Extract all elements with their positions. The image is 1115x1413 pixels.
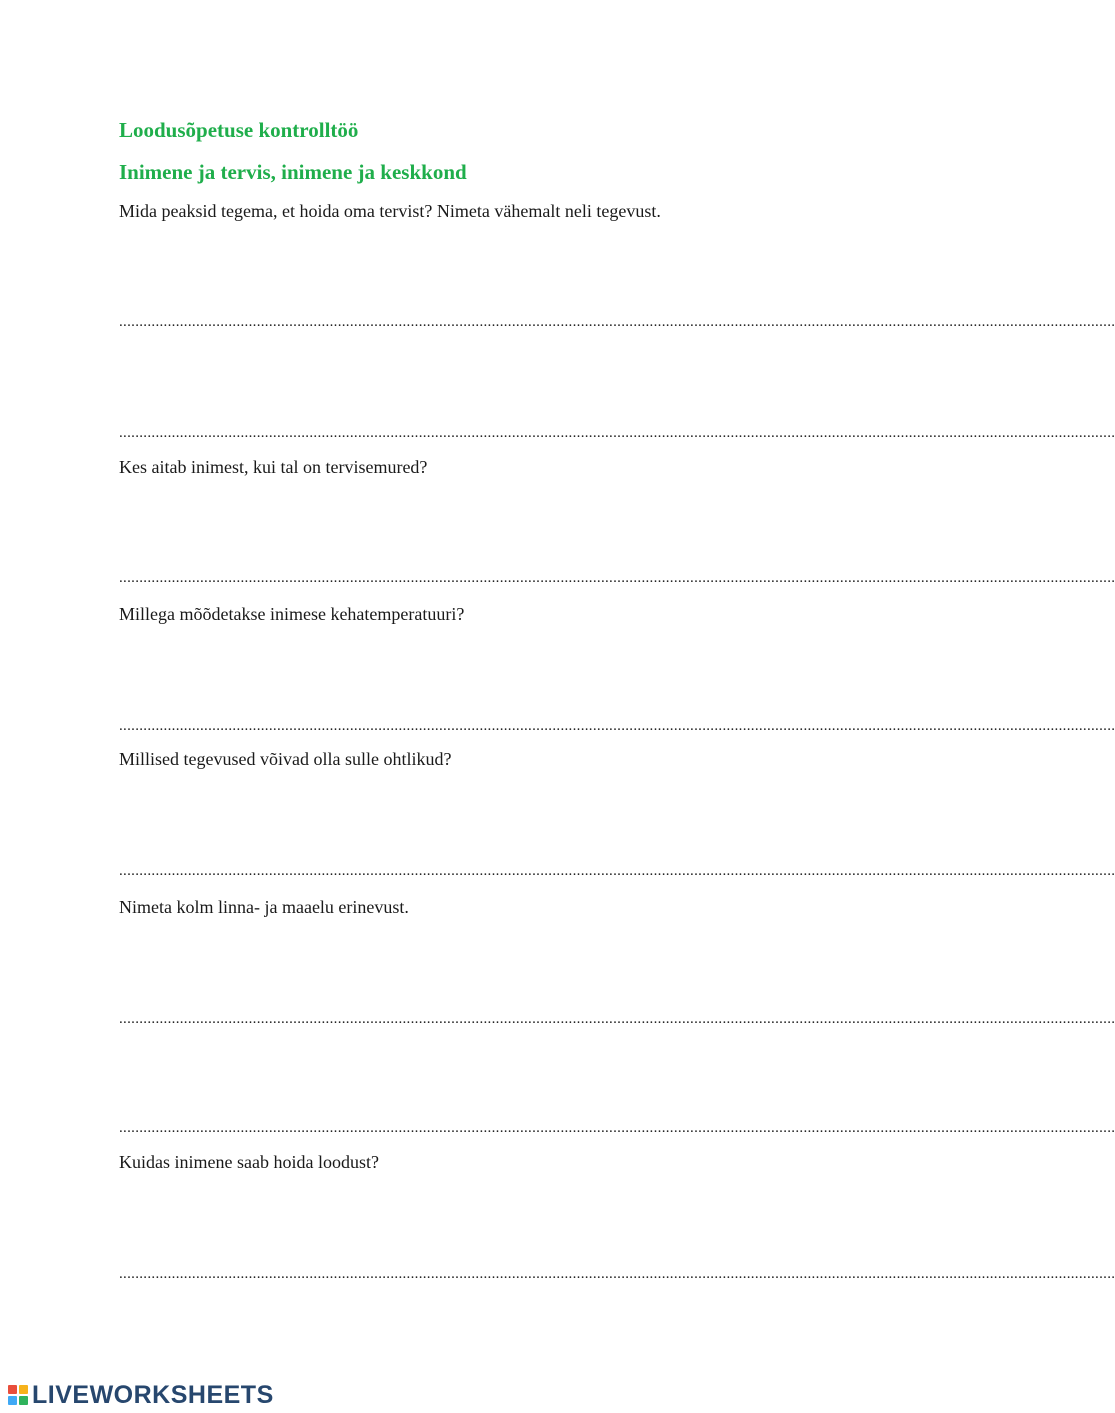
worksheet-subtitle: Inimene ja tervis, inimene ja keskkond <box>119 160 467 184</box>
logo-square-blue <box>8 1396 17 1405</box>
answer-line-3[interactable]: ...................................................................................................................................................................................................................................................... <box>119 718 1115 734</box>
answer-line-4[interactable]: ...................................................................................................................................................................................................................................................... <box>119 863 1115 879</box>
logo-square-green <box>19 1396 28 1405</box>
answer-line-5a[interactable]: ...................................................................................................................................................................................................................................................... <box>119 1011 1115 1027</box>
brand-footer[interactable] <box>8 1380 274 1410</box>
question-1: Mida peaksid tegema, et hoida oma tervist? Nimeta vähemalt neli tegevust. <box>119 201 661 221</box>
question-4: Millised tegevused võivad olla sulle ohtlikud? <box>119 749 452 769</box>
brand-name: LIVEWORKSHEETS <box>32 1380 274 1409</box>
answer-line-5b[interactable]: ...................................................................................................................................................................................................................................................... <box>119 1120 1115 1136</box>
answer-line-1a[interactable]: ...................................................................................................................................................................................................................................................... <box>119 314 1115 330</box>
logo-square-red <box>8 1385 17 1394</box>
liveworksheets-logo-icon <box>8 1385 28 1405</box>
question-5: Nimeta kolm linna- ja maaelu erinevust. <box>119 897 409 917</box>
question-3: Millega mõõdetakse inimese kehatemperatuuri? <box>119 604 465 624</box>
question-2: Kes aitab inimest, kui tal on tervisemured? <box>119 457 428 477</box>
worksheet-title: Loodusõpetuse kontrolltöö <box>119 118 359 142</box>
answer-line-6[interactable]: ...................................................................................................................................................................................................................................................... <box>119 1266 1115 1282</box>
answer-line-1b[interactable]: ...................................................................................................................................................................................................................................................... <box>119 425 1115 441</box>
answer-line-2[interactable]: ...................................................................................................................................................................................................................................................... <box>119 570 1115 586</box>
question-6: Kuidas inimene saab hoida loodust? <box>119 1152 379 1172</box>
logo-square-yellow <box>19 1385 28 1394</box>
